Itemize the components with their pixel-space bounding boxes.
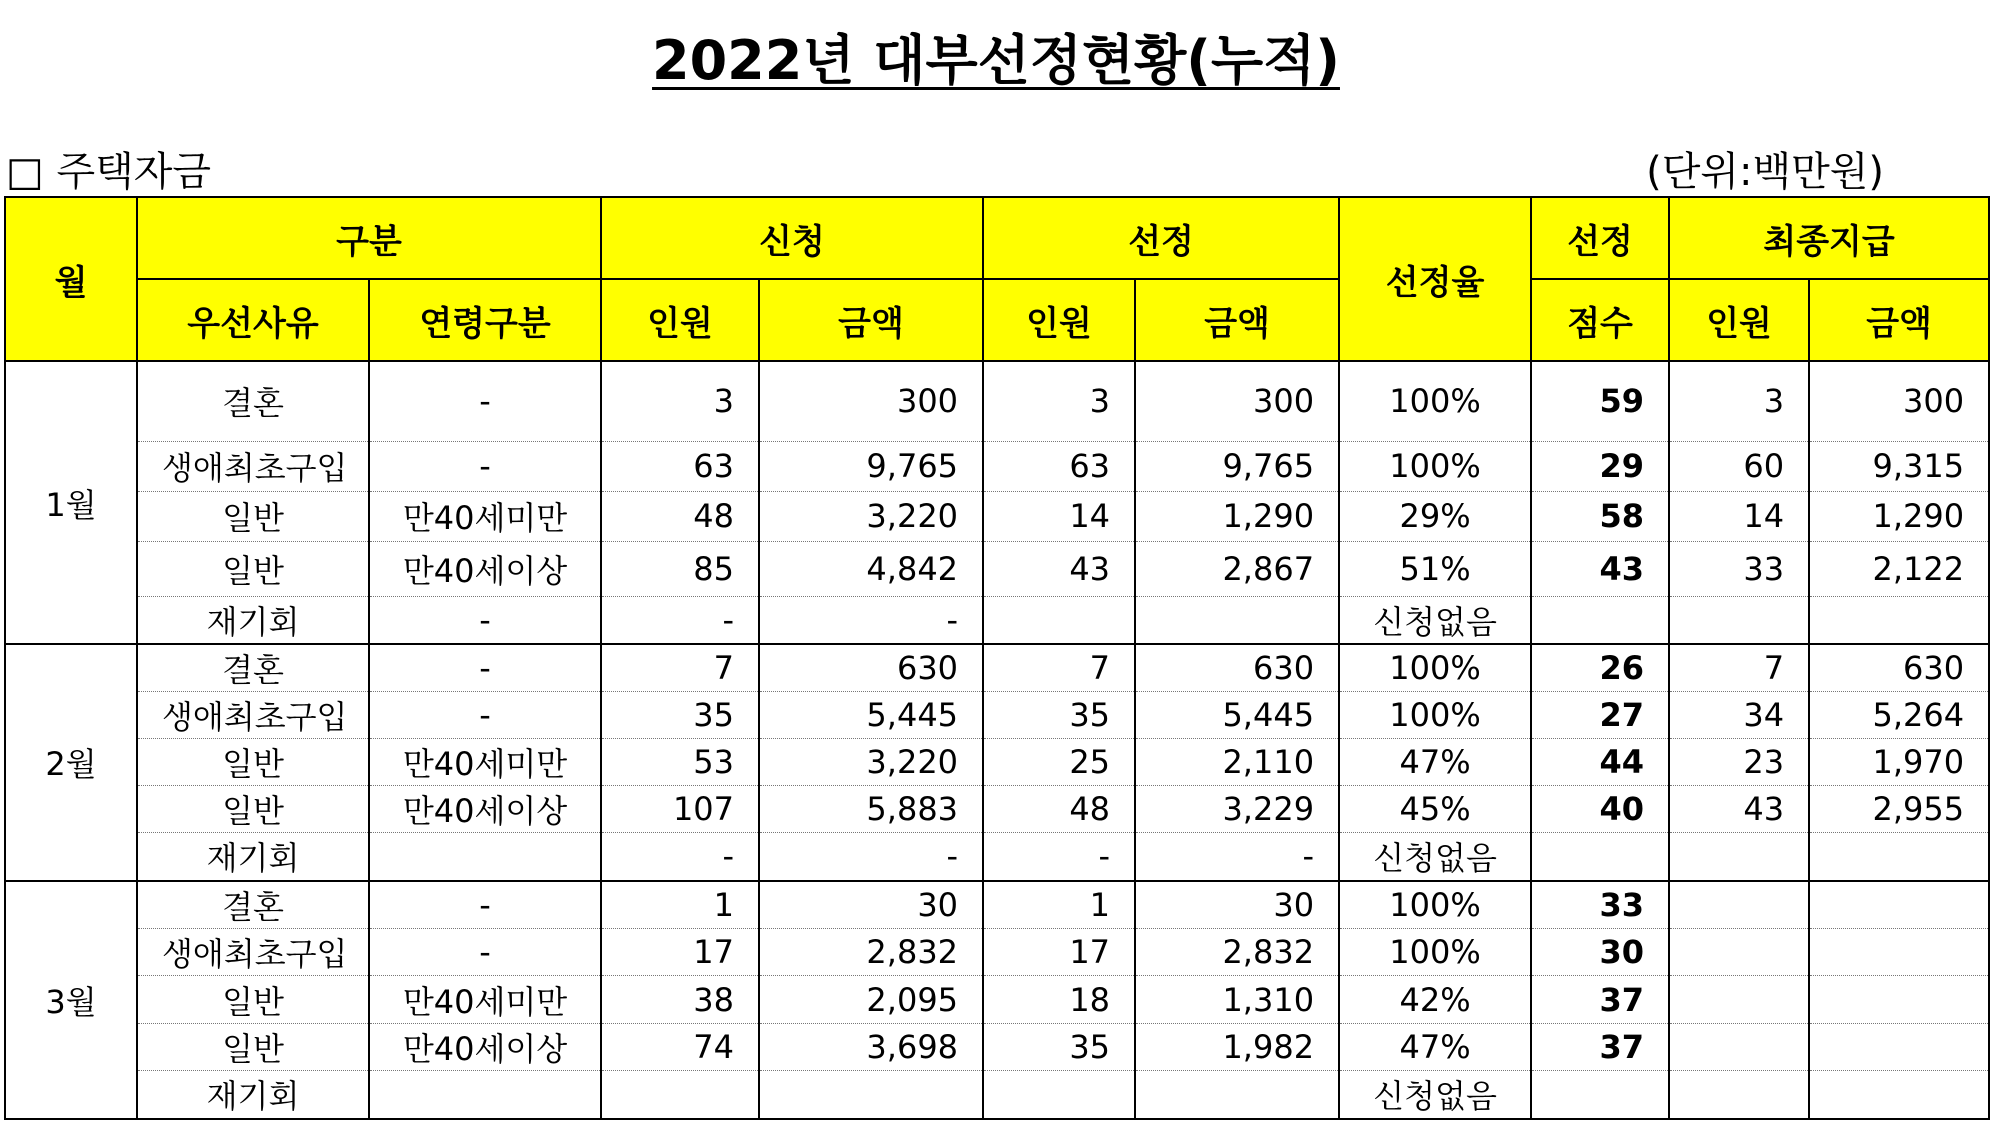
reason-cell: 재기회	[137, 833, 369, 881]
selection-rate-cell: 100%	[1339, 692, 1531, 739]
header-category: 구분	[137, 197, 601, 279]
reason-cell: 결혼	[137, 361, 369, 441]
header-score-bottom: 점수	[1531, 279, 1669, 361]
table-body	[5, 361, 1989, 1119]
month-cell: 1월	[5, 361, 137, 644]
selection-amount-cell: 3,229	[1135, 786, 1339, 833]
application-people-cell: 35	[601, 692, 759, 739]
selection-amount-cell	[1135, 596, 1339, 644]
final-people-cell	[1669, 1071, 1809, 1119]
selection-amount-cell: 2,867	[1135, 541, 1339, 596]
age-group-cell: 만40세이상	[369, 541, 601, 596]
table-row	[5, 361, 1989, 441]
application-people-cell	[601, 1071, 759, 1119]
age-group-cell: 만40세미만	[369, 491, 601, 541]
age-group-cell: 만40세이상	[369, 1024, 601, 1071]
table-header	[5, 197, 1989, 361]
reason-cell: 재기회	[137, 596, 369, 644]
final-amount-cell	[1809, 976, 1989, 1024]
header-selection-people: 인원	[983, 279, 1135, 361]
final-amount-cell: 1,970	[1809, 739, 1989, 786]
final-amount-cell	[1809, 596, 1989, 644]
final-amount-cell: 5,264	[1809, 692, 1989, 739]
reason-cell: 생애최초구입	[137, 441, 369, 491]
application-people-cell: 3	[601, 361, 759, 441]
selection-rate-cell: 100%	[1339, 361, 1531, 441]
application-amount-cell: 3,698	[759, 1024, 983, 1071]
application-people-cell: -	[601, 596, 759, 644]
age-group-cell	[369, 1071, 601, 1119]
selection-rate-cell: 신청없음	[1339, 833, 1531, 881]
final-people-cell: 34	[1669, 692, 1809, 739]
header-month: 월	[5, 197, 137, 361]
application-amount-cell: 2,095	[759, 976, 983, 1024]
selection-people-cell: 18	[983, 976, 1135, 1024]
reason-cell: 일반	[137, 541, 369, 596]
table-row	[5, 976, 1989, 1024]
age-group-cell: 만40세미만	[369, 739, 601, 786]
final-people-cell: 7	[1669, 644, 1809, 692]
selection-people-cell: 48	[983, 786, 1135, 833]
score-cell: 40	[1531, 786, 1669, 833]
selection-rate-cell: 100%	[1339, 441, 1531, 491]
application-people-cell: 1	[601, 881, 759, 929]
table-row	[5, 739, 1989, 786]
header-application: 신청	[601, 197, 983, 279]
selection-rate-cell: 100%	[1339, 929, 1531, 976]
final-amount-cell	[1809, 833, 1989, 881]
final-people-cell	[1669, 1024, 1809, 1071]
reason-cell: 결혼	[137, 881, 369, 929]
score-cell: 30	[1531, 929, 1669, 976]
page-title: 2022년 대부선정현황(누적)	[652, 29, 1340, 92]
age-group-cell: 만40세이상	[369, 786, 601, 833]
score-cell: 58	[1531, 491, 1669, 541]
application-amount-cell: 630	[759, 644, 983, 692]
age-group-cell: -	[369, 692, 601, 739]
final-people-cell	[1669, 976, 1809, 1024]
header-age-group: 연령구분	[369, 279, 601, 361]
age-group-cell: -	[369, 644, 601, 692]
final-amount-cell	[1809, 1024, 1989, 1071]
table-row	[5, 541, 1989, 596]
header-selection-amount: 금액	[1135, 279, 1339, 361]
final-amount-cell	[1809, 881, 1989, 929]
selection-amount-cell: 5,445	[1135, 692, 1339, 739]
selection-amount-cell	[1135, 1071, 1339, 1119]
final-amount-cell: 2,122	[1809, 541, 1989, 596]
score-cell: 27	[1531, 692, 1669, 739]
application-amount-cell: -	[759, 833, 983, 881]
score-cell: 29	[1531, 441, 1669, 491]
score-cell	[1531, 596, 1669, 644]
table-row	[5, 929, 1989, 976]
selection-rate-cell: 47%	[1339, 739, 1531, 786]
selection-people-cell: 35	[983, 692, 1135, 739]
application-amount-cell: 3,220	[759, 739, 983, 786]
application-amount-cell: 300	[759, 361, 983, 441]
header-selection-rate: 선정율	[1339, 197, 1531, 361]
application-amount-cell: -	[759, 596, 983, 644]
score-cell	[1531, 833, 1669, 881]
selection-rate-cell: 100%	[1339, 881, 1531, 929]
final-people-cell	[1669, 596, 1809, 644]
final-people-cell: 3	[1669, 361, 1809, 441]
final-amount-cell: 9,315	[1809, 441, 1989, 491]
selection-amount-cell: 2,832	[1135, 929, 1339, 976]
reason-cell: 재기회	[137, 1071, 369, 1119]
final-amount-cell	[1809, 929, 1989, 976]
table-row	[5, 491, 1989, 541]
selection-people-cell	[983, 1071, 1135, 1119]
table-row	[5, 881, 1989, 929]
header-selection: 선정	[983, 197, 1339, 279]
score-cell: 59	[1531, 361, 1669, 441]
selection-people-cell: 3	[983, 361, 1135, 441]
selection-people-cell: 43	[983, 541, 1135, 596]
score-cell: 26	[1531, 644, 1669, 692]
reason-cell: 일반	[137, 976, 369, 1024]
reason-cell: 일반	[137, 1024, 369, 1071]
selection-people-cell: 7	[983, 644, 1135, 692]
final-people-cell	[1669, 929, 1809, 976]
selection-people-cell: 35	[983, 1024, 1135, 1071]
application-people-cell: 63	[601, 441, 759, 491]
selection-amount-cell: 1,310	[1135, 976, 1339, 1024]
final-amount-cell: 300	[1809, 361, 1989, 441]
selection-rate-cell: 51%	[1339, 541, 1531, 596]
score-cell	[1531, 1071, 1669, 1119]
month-cell: 3월	[5, 881, 137, 1119]
selection-amount-cell: 1,290	[1135, 491, 1339, 541]
application-amount-cell: 9,765	[759, 441, 983, 491]
final-people-cell: 33	[1669, 541, 1809, 596]
reason-cell: 일반	[137, 491, 369, 541]
final-people-cell: 23	[1669, 739, 1809, 786]
age-group-cell: -	[369, 361, 601, 441]
selection-people-cell: 63	[983, 441, 1135, 491]
age-group-cell: -	[369, 929, 601, 976]
selection-people-cell: 17	[983, 929, 1135, 976]
reason-cell: 생애최초구입	[137, 929, 369, 976]
application-amount-cell: 2,832	[759, 929, 983, 976]
application-people-cell: -	[601, 833, 759, 881]
age-group-cell: -	[369, 881, 601, 929]
application-amount-cell: 4,842	[759, 541, 983, 596]
application-amount-cell: 30	[759, 881, 983, 929]
application-people-cell: 53	[601, 739, 759, 786]
selection-people-cell: -	[983, 833, 1135, 881]
final-amount-cell: 2,955	[1809, 786, 1989, 833]
table-row	[5, 1071, 1989, 1119]
header-application-people: 인원	[601, 279, 759, 361]
application-amount-cell: 3,220	[759, 491, 983, 541]
final-amount-cell: 630	[1809, 644, 1989, 692]
final-amount-cell	[1809, 1071, 1989, 1119]
selection-rate-cell: 42%	[1339, 976, 1531, 1024]
application-amount-cell: 5,445	[759, 692, 983, 739]
score-cell: 44	[1531, 739, 1669, 786]
header-final-payment: 최종지급	[1669, 197, 1989, 279]
selection-amount-cell: 300	[1135, 361, 1339, 441]
table-row	[5, 596, 1989, 644]
age-group-cell	[369, 833, 601, 881]
table-row	[5, 644, 1989, 692]
age-group-cell: 만40세미만	[369, 976, 601, 1024]
selection-rate-cell: 100%	[1339, 644, 1531, 692]
application-people-cell: 74	[601, 1024, 759, 1071]
reason-cell: 일반	[137, 786, 369, 833]
age-group-cell: -	[369, 596, 601, 644]
selection-rate-cell: 신청없음	[1339, 1071, 1531, 1119]
score-cell: 37	[1531, 1024, 1669, 1071]
selection-amount-cell: 9,765	[1135, 441, 1339, 491]
selection-amount-cell: 1,982	[1135, 1024, 1339, 1071]
table-row	[5, 692, 1989, 739]
final-people-cell: 43	[1669, 786, 1809, 833]
score-cell: 43	[1531, 541, 1669, 596]
reason-cell: 일반	[137, 739, 369, 786]
selection-people-cell: 25	[983, 739, 1135, 786]
header-final-amount: 금액	[1809, 279, 1989, 361]
final-amount-cell: 1,290	[1809, 491, 1989, 541]
final-people-cell: 60	[1669, 441, 1809, 491]
application-people-cell: 85	[601, 541, 759, 596]
header-final-people: 인원	[1669, 279, 1809, 361]
application-people-cell: 107	[601, 786, 759, 833]
final-people-cell	[1669, 881, 1809, 929]
header-application-amount: 금액	[759, 279, 983, 361]
selection-amount-cell: 30	[1135, 881, 1339, 929]
selection-rate-cell: 신청없음	[1339, 596, 1531, 644]
age-group-cell: -	[369, 441, 601, 491]
application-people-cell: 48	[601, 491, 759, 541]
table-row	[5, 833, 1989, 881]
loan-selection-table	[4, 196, 1990, 1120]
reason-cell: 생애최초구입	[137, 692, 369, 739]
table-row	[5, 786, 1989, 833]
application-people-cell: 38	[601, 976, 759, 1024]
selection-amount-cell: 630	[1135, 644, 1339, 692]
application-people-cell: 7	[601, 644, 759, 692]
application-amount-cell	[759, 1071, 983, 1119]
unit-label: (단위:백만원)	[1646, 149, 1884, 195]
score-cell: 37	[1531, 976, 1669, 1024]
section-label: □ 주택자금	[6, 149, 212, 195]
table-row	[5, 441, 1989, 491]
header-priority-reason: 우선사유	[137, 279, 369, 361]
selection-rate-cell: 45%	[1339, 786, 1531, 833]
score-cell: 33	[1531, 881, 1669, 929]
selection-people-cell: 14	[983, 491, 1135, 541]
selection-amount-cell: 2,110	[1135, 739, 1339, 786]
application-people-cell: 17	[601, 929, 759, 976]
header-score-top: 선정	[1531, 197, 1669, 279]
application-amount-cell: 5,883	[759, 786, 983, 833]
selection-people-cell	[983, 596, 1135, 644]
final-people-cell	[1669, 833, 1809, 881]
selection-rate-cell: 47%	[1339, 1024, 1531, 1071]
final-people-cell: 14	[1669, 491, 1809, 541]
selection-amount-cell: -	[1135, 833, 1339, 881]
month-cell: 2월	[5, 644, 137, 881]
table-row	[5, 1024, 1989, 1071]
selection-people-cell: 1	[983, 881, 1135, 929]
selection-rate-cell: 29%	[1339, 491, 1531, 541]
reason-cell: 결혼	[137, 644, 369, 692]
